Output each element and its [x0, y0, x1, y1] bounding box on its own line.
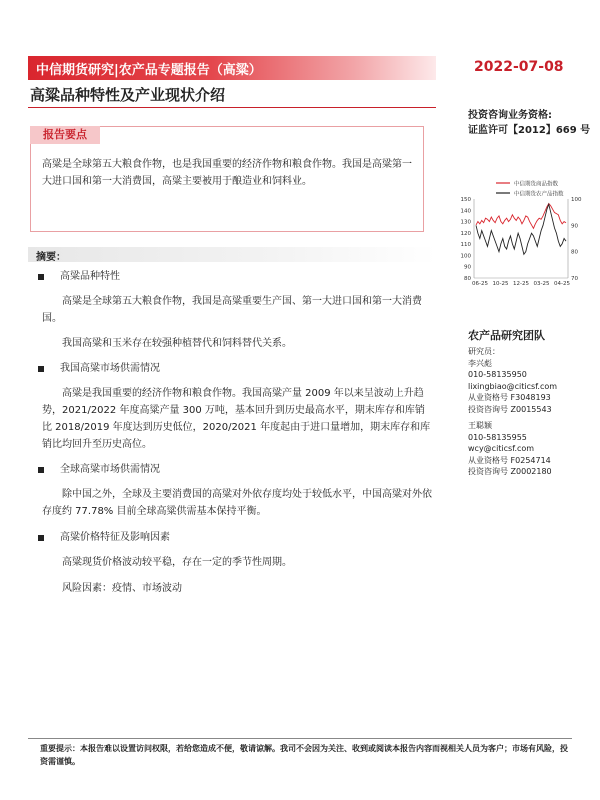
bullet-square-icon — [38, 467, 44, 473]
analyst-email[interactable]: wcy@citicsf.com — [468, 444, 535, 453]
price-index-chart — [452, 168, 592, 298]
series-line-1 — [476, 204, 566, 229]
analyst-email[interactable]: lixingbiao@citicsf.com — [468, 381, 558, 391]
qualification-block — [468, 108, 590, 138]
section-heading: 全球高粱市场供需情况 — [60, 464, 160, 475]
x-tick-label: 04-25 — [554, 281, 570, 287]
qualification-line: 投资咨询业务资格: — [468, 110, 552, 121]
y-tick-label-right: 70 — [571, 276, 578, 282]
bullet-square-icon — [38, 274, 44, 280]
y-tick-label-left: 110 — [460, 242, 471, 249]
summary-text: 高粱是全球第五大粮食作物，也是我国重要的经济作物和粮食作物。我国是高粱第一大进口国和第一大消费国，高粱主要被用于酿造业和饲料业。 — [42, 159, 412, 187]
title-divider — [28, 107, 436, 108]
section-paragraph: 高粱是我国重要的经济作物和粮食作物。我国高粱产量 2009 年以来呈波动上升趋势，2021/2022 年度高粱产量 300 万吨，基本回升到历史最高水平，期末库存和库销比 2018/2019 年度达到历史低位，2020/2021 年度起由于进口量增加，期末库存和库销比均回升至历史高位。 — [42, 388, 431, 450]
y-tick-label-left: 80 — [464, 276, 471, 282]
x-tick-label: 12-25 — [513, 281, 529, 287]
analyst-block — [468, 346, 557, 415]
summary-tag: 报告要点 — [30, 126, 100, 144]
bullet-square-icon — [38, 366, 44, 372]
y-tick-label-left: 140 — [460, 208, 471, 215]
analyst-license: 从业资格号 F0254714 — [468, 455, 551, 465]
y-tick-label-left: 100 — [460, 253, 471, 260]
analyst-license: 投资咨询号 Z0002180 — [468, 467, 552, 476]
y-tick-label-left: 150 — [460, 197, 471, 203]
analyst-name: 王聪颖 — [468, 421, 492, 430]
y-tick-label-left: 120 — [460, 230, 471, 237]
section-paragraph: 除中国之外，全球及主要消费国的高粱对外依存度均处于较低水平，中国高粱对外依存度约 77.78% 目前全球高粱供需基本保持平衡。 — [42, 489, 432, 517]
y-tick-label-right: 100 — [571, 197, 582, 203]
legend-label: 中信期货商品指数 — [514, 181, 559, 188]
series-line-2 — [476, 204, 566, 254]
analyst-role: 研究员： — [468, 347, 500, 356]
abstract-label: 摘要： — [36, 252, 66, 263]
x-tick-label: 03-25 — [533, 281, 550, 287]
y-tick-label-left: 130 — [460, 219, 471, 226]
report-header-bar — [28, 56, 436, 80]
risk-factors: 风险因素：疫情、市场波动 — [62, 583, 182, 594]
analyst-block — [468, 420, 552, 478]
team-title: 农产品研究团队 — [468, 329, 545, 342]
license-number: 证监许可【2012】669 号 — [468, 125, 591, 136]
x-tick-label: 10-25 — [492, 281, 509, 287]
footer-divider — [28, 738, 572, 739]
section-heading: 高粱价格特征及影响因素 — [60, 532, 170, 543]
disclaimer-text: 重要提示：本报告难以设置访问权限，若给您造成不便，敬请谅解。我司不会因为关注、收到或阅读本报告内容而视相关人员为客户；市场有风险，投资需谨慎。 — [40, 744, 568, 766]
analyst-name: 李兴彪 — [468, 358, 492, 368]
section-paragraph: 高粱现货价格波动较平稳，存在一定的季节性周期。 — [62, 557, 292, 568]
page-title: 高粱品种特性及产业现状介绍 — [30, 86, 226, 104]
y-tick-label-right: 80 — [571, 249, 578, 256]
bullet-square-icon — [38, 535, 44, 541]
section-paragraph: 高粱是全球第五大粮食作物，我国是高粱重要生产国、第一大进口国和第一大消费国。 — [42, 296, 422, 324]
section-heading: 我国高粱市场供需情况 — [60, 363, 160, 374]
analyst-phone: 010-58135955 — [468, 432, 527, 442]
x-tick-label: 06-25 — [472, 281, 488, 287]
org-label: 中信期货研究|农产品专题报告（高粱） — [36, 63, 262, 78]
y-tick-label-right: 90 — [571, 223, 578, 230]
report-date: 2022-07-08 — [474, 59, 564, 75]
analyst-phone: 010-58135950 — [468, 370, 527, 379]
legend-label: 中信期货农产品指数 — [514, 191, 564, 198]
section-heading: 高粱品种特性 — [60, 271, 120, 282]
y-tick-label-left: 90 — [464, 264, 471, 271]
section-paragraph: 我国高粱和玉米存在较强种植替代和饲料替代关系。 — [62, 338, 292, 349]
analyst-license: 投资咨询号 Z0015543 — [468, 404, 552, 414]
analyst-license: 从业资格号 F3048193 — [468, 393, 551, 402]
abstract-bar — [28, 247, 436, 262]
